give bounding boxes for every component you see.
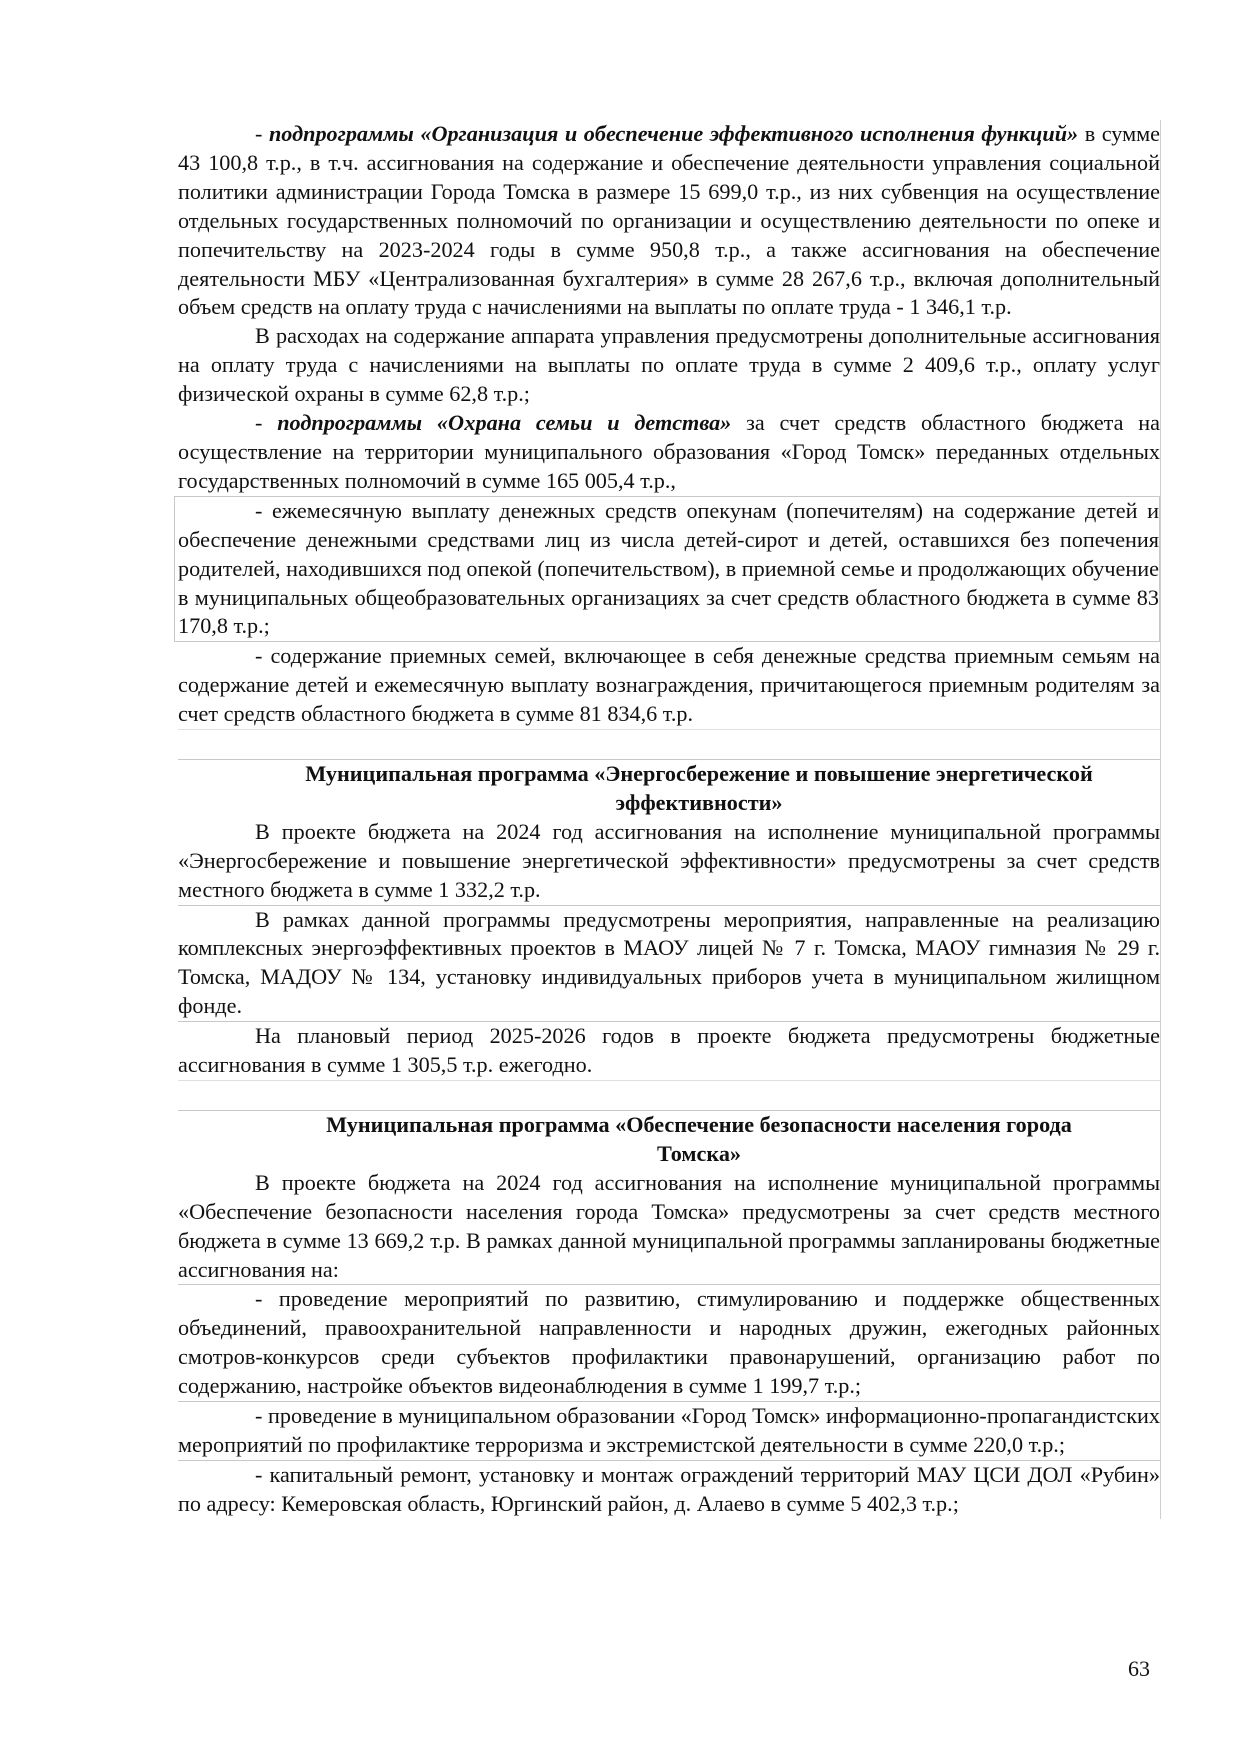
paragraph-safety-budget: В проекте бюджета на 2024 год ассигнования на исполнение муниципальной программы «Обеспечение безопасности населения города Томска» предусмотрены за счет средств местного бюджета в сумме 13 669,2 т.р. В рамках данной муниципальной программы запланированы бюджетные ассигнования на: (178, 1169, 1160, 1282)
heading-line: Муниципальная программа «Энергосбережение и повышение энергетической (305, 761, 1093, 787)
section-heading-safety (178, 1110, 1160, 1169)
subprogram-title: подпрограммы «Организация и обеспечение эффективного исполнения функций» (268, 121, 1079, 146)
spacer (178, 1080, 1160, 1110)
heading-line: эффективности» (615, 789, 783, 815)
paragraph-safety-public-orgs: - проведение мероприятий по развитию, стимулированию и поддержке общественных объединений, правоохранительной направленности и народных дружин, ежегодных районных смотров-конкурсов среди субъектов профилактики правонарушений, организацию работ по содержанию, настройке объектов видеонаблюдения в сумме 1 199,7 т.р.; (178, 1284, 1160, 1401)
heading-line: Муниципальная программа «Обеспечение безопасности населения города (326, 1112, 1072, 1137)
page-number: 63 (1128, 1656, 1150, 1681)
paragraph-safety-terrorism: - проведение в муниципальном образовании «Город Томск» информационно-пропагандистских мероприятий по профилактике терроризма и экстремистской деятельности в сумме 220,0 т.р.; (178, 1401, 1160, 1460)
paragraph-foster-families: - содержание приемных семей, включающее в себя денежные средства приемным семьям на содержание детей и ежемесячную выплату вознаграждения, причитающегося приемным родителям за счет средств областного бюджета в сумме 81 834,6 т.р. (178, 643, 1160, 727)
paragraph-safety-repairs: - капитальный ремонт, установку и монтаж ограждений территорий МАУ ЦСИ ДОЛ «Рубин» по адресу: Кемеровская область, Юргинский район, д. Алаево в сумме 5 402,3 т.р.; (178, 1460, 1160, 1519)
paragraph-subprogram-family (178, 409, 1160, 496)
paragraph-admin-expenses: В расходах на содержание аппарата управления предусмотрены дополнительные ассигнования на оплату труда с начислениями на выплаты по оплате труда в сумме 2 409,6 т.р., оплату услуг физической охраны в сумме 62,8 т.р.; (178, 323, 1160, 407)
list-dash: - (255, 121, 269, 146)
paragraph-guardian-payments: - ежемесячную выплату денежных средств опекунам (попечителям) на содержание детей и обеспечение денежными средствами лиц из числа детей-сирот и детей, оставшихся без попечения родителей, находившихся под опекой (попечительством), в приемной семье и продолжающих обучение в муниципальных общеобразовательных организациях за счет средств областного бюджета в сумме 83 170,8 т.р.; (174, 496, 1160, 643)
paragraph-text: за счет средств областного бюджета на осуществление на территории муниципального образования «Город Томск» переданных отдельных государственных полномочий в сумме 165 005,4 т.р., (178, 410, 1161, 493)
subprogram-title: подпрограммы «Охрана семьи и детства» (277, 410, 732, 436)
paragraph-text: в сумме 43 100,8 т.р., в т.ч. ассигнования на содержание и обеспечение деятельности управления социальной политики администрации Города Томска в размере 15 699,0 т.р., из них субвенция на осуществление отдельных государственных полномочий по организации и осуществлению деятельности по опеке и попечительству на 2023-2024 годы в сумме 950,8 т.р., а также ассигнования на обеспечение деятельности МБУ «Централизованная бухгалтерия» в сумме 28 267,6 т.р., включая дополнительный объем средств на оплату труда с начислениями на выплаты по оплате труда - 1 346,1 т.р. (178, 121, 1161, 320)
paragraph-energy-planning: На плановый период 2025-2026 годов в проекте бюджета предусмотрены бюджетные ассигнования в сумме 1 305,5 т.р. ежегодно. (178, 1021, 1160, 1080)
paragraph-energy-measures: В рамках данной программы предусмотрены мероприятия, направленные на реализацию комплексных энергоэффективных проектов в МАОУ лицей № 7 г. Томска, МАОУ гимназия № 29 г. Томска, МАДОУ № 134, установку индивидуальных приборов учета в муниципальном жилищном фонде. (178, 905, 1160, 1022)
section-heading-energy (178, 759, 1160, 818)
document-body (178, 120, 1161, 1519)
paragraph-energy-budget: В проекте бюджета на 2024 год ассигнования на исполнение муниципальной программы «Энергосбережение и повышение энергетической эффективности» предусмотрены за счет средств местного бюджета в сумме 1 332,2 т.р. (178, 818, 1160, 902)
list-dash: - (255, 410, 278, 436)
paragraph-subprogram-functions (178, 120, 1160, 322)
spacer (178, 729, 1160, 759)
heading-line: Томска» (656, 1140, 742, 1166)
